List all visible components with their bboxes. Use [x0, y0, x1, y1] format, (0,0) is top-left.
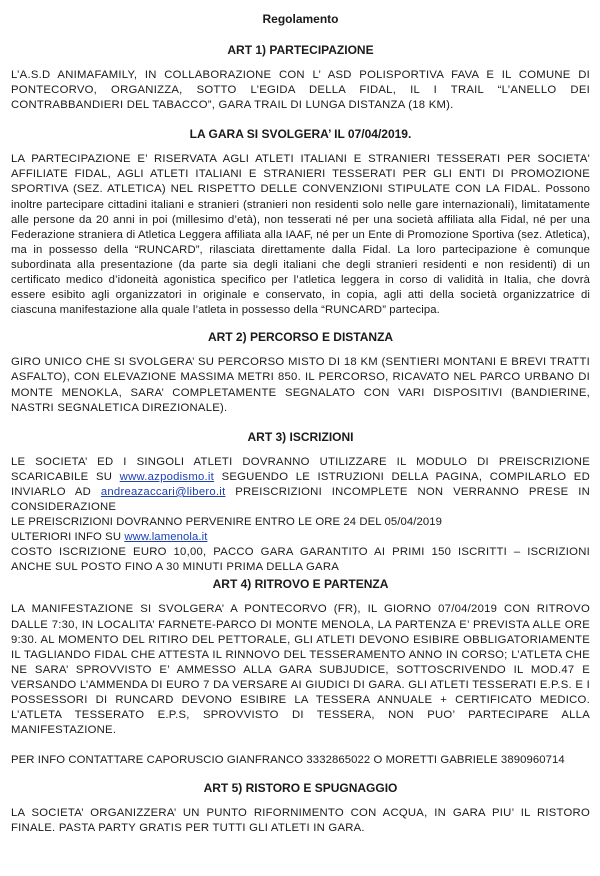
- art5-heading: ART 5) RISTORO E SPUGNAGGIO: [203, 781, 398, 796]
- art3-line1: LE SOCIETA’ ED I SINGOLI ATLETI DOVRANNO UTILIZZARE IL MODULO DI PREISCRIZIONE SCARICABILE SU: [11, 455, 590, 483]
- art1-body-caps: LA PARTECIPAZIONE E’ RISERVATA AGLI ATLETI ITALIANI E STRANIERI TESSERATI PER SOCIETA' AFFILIATE FIDAL, AGLI ATLETI ITALIANI E STRANIERI TESSERATI PER GLI ENTI DI PROMOZIONE SPORTIVA (SEZ. ATLETICA) NEL RISPETTO DELLE CONVENZIONI STIPULATE CON LA FIDAL.: [11, 153, 590, 196]
- art4-heading: ART 4) RITROVO E PARTENZA: [212, 577, 389, 592]
- lamenola-link[interactable]: www.lamenola.it: [124, 531, 208, 544]
- azpodismo-link[interactable]: www.azpodismo.it: [119, 470, 215, 483]
- art4-body: LA MANIFESTAZIONE SI SVOLGERA’ A PONTECORVO (FR), IL GIORNO 07/04/2019 CON RITROVO DALLE 7:30, IN LOCALITA’ FARNETE-PARCO DI MONTE MENOLA, LA PARTENZA E’ PREVISTA ALLE ORE 9:30. AL MOMENTO DEL RITIRO DEL PETTORALE, GLI ATLETI DEVONO ESIBIRE OBBLIGATORIAMENTE IL TAGLIANDO FIDAL CHE ATTESTA IL RINNOVO DEL TESSERAMENTO ANNO IN CORSO; L’ATLETA CHE NE SARA’ SPROVVISTO E’ AMMESSO ALLA GARA SUBJUDICE, SOTTOSCRIVENDO IL MOD.47 E VERSANDO L’AMMENDA DI EURO 7 DA VERSARE AI GIUDICI DI GARA. GLI ATLETI TESSERATI E.P.S. E I POSSESSORI DI RUNCARD DEVONO ESIBIRE LA TESSERA ANNUALE + CERTIFICATO MEDICO. L’ATLETA TESSERATO E.P.S, SPROVVISTO DI TESSERA, NON PUO’ PARTECIPARE ALLA MANIFESTAZIONE.: [11, 603, 590, 737]
- art2-body: GIRO UNICO CHE SI SVOLGERA’ SU PERCORSO MISTO DI 18 KM (SENTIERI MONTANI E BREVI TRATTI ASFALTO), CON ELEVAZIONE MASSIMA METRI 850. IL PERCORSO, RICAVATO NEL PARCO URBANO DI MONTE MENOKLA, SARA’ COMPLETAMENTE SEGNALATO CON VARI DISPOSITIVI (BANDIERINE, NASTRI SEGNALETICA DIREZIONALE).: [11, 356, 590, 414]
- art1-body-mixed: Possono inoltre partecipare cittadini italiani e stranieri (stranieri non residenti solo nelle gare internazionali), limitatamente alle persone da 20 anni in poi (millesimo d’età), non tesserati né per una società affiliata alla Fidal, né per una Federazione straniera di Atletica Leggera affiliata alla IAAF, né per un Ente di Promozione Sportiva (sez. Atletica), ma in possesso della “RUNCARD”, rilasciata direttamente dalla Fidal. La loro partecipazione è comunque subordinata alla presentazione (da parte sia degli italiani che degli stranieri residenti e non residenti) di un certificato medico d’idoneità agonistica specifico per l’atletica leggera in corso di validità in Italia, che dovrà essere esibito agli organizzatori in originale e conservato, in copia, agli atti della società organizzatrice di ciascuna manifestazione alla quale l’atleta in possesso della “RUNCARD” partecipa.: [11, 183, 590, 317]
- art3-deadline: LE PREISCRIZIONI DOVRANNO PERVENIRE ENTRO LE ORE 24 DEL 05/04/2019: [11, 516, 443, 529]
- email-link[interactable]: andreazaccari@libero.it: [100, 485, 226, 498]
- art3-heading: ART 3) ISCRIZIONI: [247, 429, 354, 444]
- document-title: Regolamento: [262, 12, 339, 26]
- art1-body: [11, 152, 590, 318]
- art3-registration: [11, 455, 590, 515]
- art3-more-info-label: ULTERIORI INFO SU: [11, 531, 125, 544]
- art2-heading: ART 2) PERCORSO E DISTANZA: [207, 330, 394, 345]
- art4-contacts: PER INFO CONTATTARE CAPORUSCIO GIANFRANCO 3332865022 O MORETTI GABRIELE 3890960714: [11, 754, 565, 767]
- art5-body: LA SOCIETA’ ORGANIZZERA’ UN PUNTO RIFORNIMENTO CON ACQUA, IN GARA PIU’ IL RISTORO FINALE. PASTA PARTY GRATIS PER TUTTI GLI ATLETI IN GARA.: [11, 807, 590, 835]
- art3-line1b: SEGUENDO LE ISTRUZIONI DELLA PAGINA, COMPILARLO ED INVIARLO AD: [11, 470, 590, 498]
- art3-cost: COSTO ISCRIZIONE EURO 10,00, PACCO GARA GARANTITO AI PRIMI 150 ISCRITTI – ISCRIZIONI ANCHE SUL POSTO FINO A 30 MINUTI PRIMA DELLA GARA: [11, 546, 590, 574]
- art1-intro: L’A.S.D ANIMAFAMILY, IN COLLABORAZIONE CON L’ ASD POLISPORTIVA FAVA E IL COMUNE DI PONTECORVO, ORGANIZZA, SOTTO L’EGIDA DELLA FIDAL, IL I TRAIL “L’ANELLO DEI CONTRABBANDIERI DEL TABACCO”, GARA TRAIL DI LUNGA DISTANZA (18 KM).: [11, 69, 590, 112]
- art3-line1c: PREISCRIZIONI INCOMPLETE NON VERRANNO PRESE IN CONSIDERAZIONE: [11, 485, 590, 513]
- art3-more-info: [11, 530, 590, 545]
- race-date-heading: LA GARA SI SVOLGERA’ IL 07/04/2019.: [189, 127, 412, 142]
- art1-heading: ART 1) PARTECIPAZIONE: [227, 43, 374, 57]
